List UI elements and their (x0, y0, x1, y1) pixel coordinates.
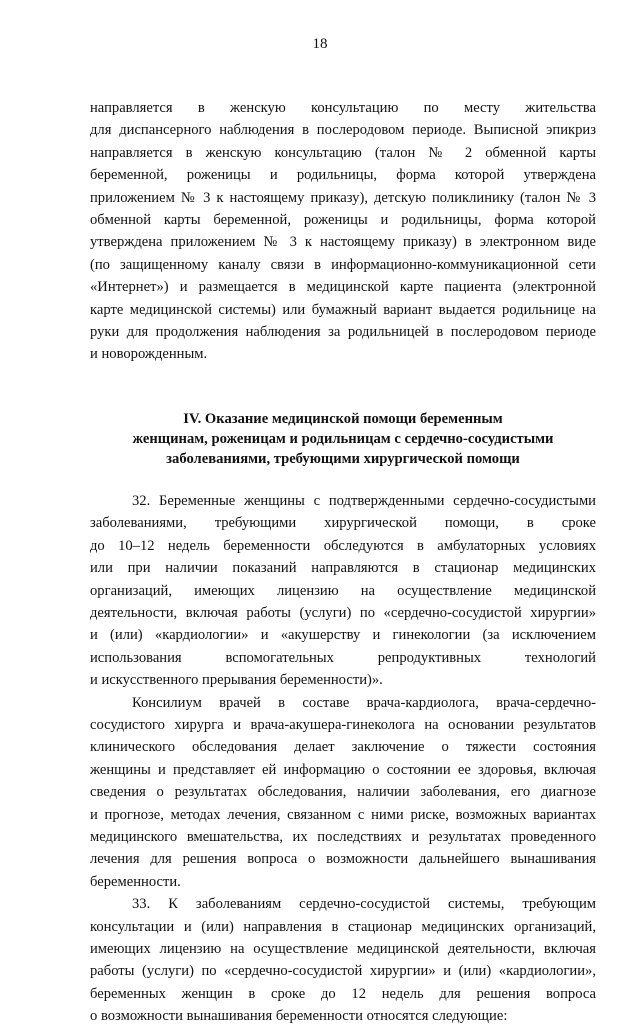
document-body (90, 97, 596, 1028)
text-line: имеющих лицензию на осуществление медицинской деятельности, включая (90, 941, 596, 957)
section-heading-line: IV. Оказание медицинской помощи беременным (183, 410, 503, 427)
paragraph-32 (90, 490, 596, 692)
text-line: беременности. (90, 873, 181, 890)
paragraph-discharge-summary (90, 97, 596, 366)
text-line: медицинского вмешательства, их последствиях и результатах проведенного (90, 828, 596, 845)
section-heading (90, 409, 596, 469)
text-line: обменной карты беременной, роженицы и родильницы, форма которой (90, 212, 596, 229)
text-line: до 10–12 недель беременности обследуются в амбулаторных условиях (90, 537, 596, 554)
text-line: деятельности, включая работы (услуги) по «сердечно-сосудистой хирургии» (90, 604, 596, 621)
text-line: и прогнозе, методах лечения, связанном с ними риске, возможных вариантах (90, 806, 596, 823)
text-line: организаций, имеющих лицензию на осуществление медицинской (90, 582, 596, 599)
text-line: использования вспомогательных репродуктивных технологий (90, 649, 596, 666)
text-line: утверждена приложением № 3 к настоящему приказу) в электронном виде (90, 234, 596, 251)
text-line: о возможности вынашивания беременности относятся следующие: (90, 1008, 508, 1025)
page-number: 18 (312, 36, 328, 52)
text-line: сведения о результатах обследования, наличии заболевания, его диагнозе (90, 784, 596, 801)
text-line: и искусственного прерывания беременности)». (90, 672, 383, 689)
text-line: руки для продолжения наблюдения за родильницей в послеродовом периоде (90, 324, 596, 341)
section-heading-line: женщинам, роженицам и родильницам с сердечно-сосудистыми (132, 430, 554, 447)
text-line: лечения для решения вопроса о возможности дальнейшего вынашивания (90, 851, 596, 868)
text-line: беременных женщин в сроке до 12 недель для решения вопроса (90, 985, 596, 1002)
paragraph-33 (90, 893, 596, 1027)
text-line: карте медицинской системы) или бумажный вариант выдается родильнице на (90, 301, 596, 318)
text-line: Консилиум врачей в составе врача-кардиолога, врача-сердечно- (132, 694, 596, 711)
text-line: 33. К заболеваниям сердечно-сосудистой системы, требующим (132, 896, 596, 913)
text-line: заболеваниями, требующими хирургической помощи, в сроке (90, 515, 596, 532)
text-line: (по защищенному каналу связи в информационно-коммуникационной сети (90, 256, 596, 273)
text-line: направляется в женскую консультацию по месту жительства (90, 100, 596, 116)
text-line: «Интернет») и размещается в медицинской карте пациента (электронной (90, 279, 596, 296)
text-line: направляется в женскую консультацию (талон № 2 обменной карты (90, 144, 596, 161)
text-line: консультации и (или) направления в стационар медицинских организаций, (90, 918, 596, 935)
text-line: и новорожденным. (90, 346, 208, 363)
text-line: беременной, роженицы и родильницы, форма которой утверждена (90, 167, 596, 184)
text-line: сосудистого хирурга и врача-акушера-гинеколога на основании результатов (90, 716, 596, 733)
text-line: работы (услуги) по «сердечно-сосудистой хирургии» и (или) «кардиологии», (90, 963, 596, 980)
text-line: женщины и представляет ей информацию о состоянии ее здоровья, включая (90, 761, 596, 778)
text-line: приложением № 3 к настоящему приказу), детскую поликлинику (талон № 3 (90, 189, 596, 206)
text-line: 32. Беременные женщины с подтвержденными сердечно-сосудистыми (132, 492, 596, 509)
paragraph-council (90, 692, 596, 894)
text-line: или при наличии показаний направляются в стационар медицинских (90, 560, 596, 577)
text-line: клинического обследования делает заключение о тяжести состояния (90, 739, 596, 756)
text-line: и (или) «кардиологии» и «акушерству и гинекологии (за исключением (90, 627, 596, 644)
section-heading-line: заболеваниями, требующими хирургической помощи (166, 450, 520, 467)
text-line: для диспансерного наблюдения в послеродовом периоде. Выписной эпикриз (90, 122, 596, 139)
